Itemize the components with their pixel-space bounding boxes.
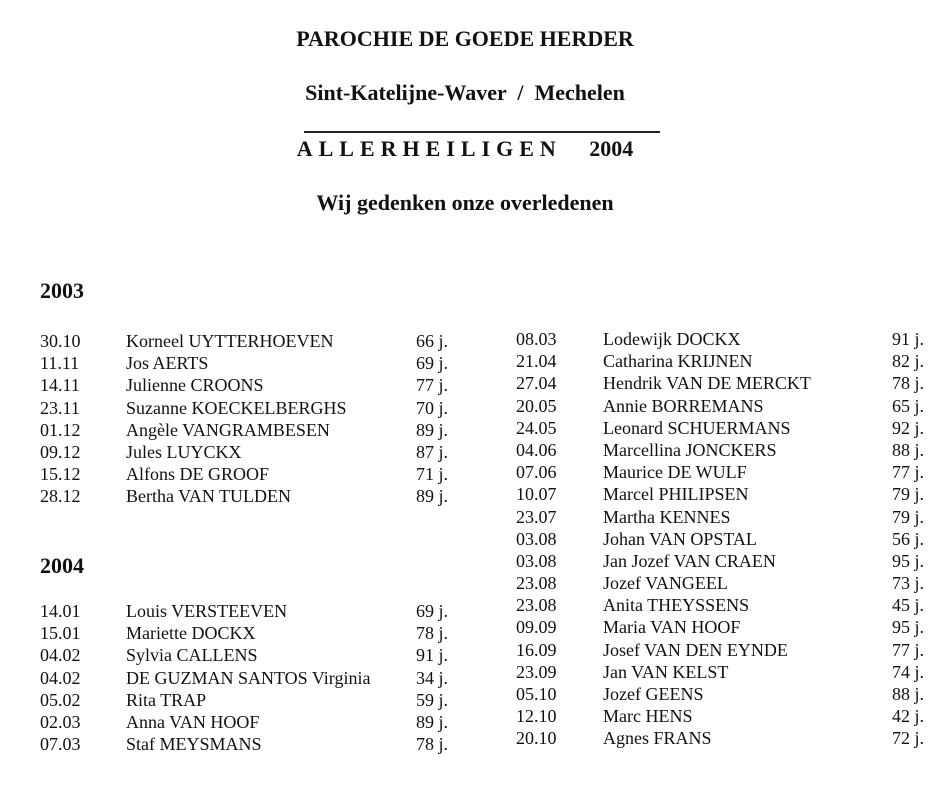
- occasion-title: [0, 136, 940, 162]
- entry-age: 78 j.: [415, 623, 448, 644]
- list-item: [516, 372, 936, 394]
- list-item: [516, 528, 936, 550]
- entry-date: 15.12: [40, 464, 81, 485]
- entry-age: 91 j.: [891, 329, 924, 349]
- list-item: [516, 705, 936, 727]
- list-item: [40, 711, 460, 733]
- list-item: [40, 667, 460, 689]
- parish-title: PAROCHIE DE GOEDE HERDER: [296, 26, 634, 51]
- entry-age: 77 j.: [891, 462, 924, 483]
- entry-date: 21.04: [516, 351, 557, 372]
- entry-name: Maurice DE WULF: [603, 462, 747, 483]
- entry-date: 28.12: [40, 486, 81, 507]
- entry-date: 08.03: [516, 329, 557, 349]
- list-item: [516, 328, 936, 350]
- entry-age: 82 j.: [891, 351, 924, 372]
- entry-age: 95 j.: [891, 617, 924, 638]
- entry-name: Bertha VAN TULDEN: [126, 486, 291, 507]
- entry-age: 71 j.: [415, 464, 448, 485]
- entry-name: Angèle VANGRAMBESEN: [126, 419, 330, 440]
- entry-age: 88 j.: [891, 439, 924, 460]
- list-item: [40, 600, 460, 622]
- list-item: [516, 594, 936, 616]
- list-item: [516, 661, 936, 683]
- entry-age: 65 j.: [891, 395, 924, 416]
- entry-date: 24.05: [516, 417, 557, 438]
- entry-name: Catharina KRIJNEN: [603, 351, 753, 372]
- entry-age: 66 j.: [415, 331, 448, 351]
- entry-name: Martha KENNES: [603, 506, 731, 527]
- entry-date: 03.08: [516, 550, 557, 571]
- entry-date: 04.06: [516, 439, 557, 460]
- entry-date: 27.04: [516, 373, 557, 394]
- entry-name: Mariette DOCKX: [126, 623, 256, 644]
- entry-name: Anita THEYSSENS: [603, 595, 750, 616]
- entry-date: 09.12: [40, 441, 81, 462]
- occasion-word: ALLERHEILIGEN: [296, 136, 562, 161]
- entry-date: 23.07: [516, 506, 557, 527]
- entry-name: Jos AERTS: [126, 353, 209, 374]
- year-heading-2003: 2003: [40, 278, 84, 303]
- list-item: [516, 683, 936, 705]
- entry-age: 69 j.: [415, 601, 448, 621]
- entry-age: 74 j.: [891, 661, 924, 682]
- entry-name: Hendrik VAN DE MERCKT: [603, 373, 811, 394]
- list-item: [40, 374, 460, 396]
- list-item: [516, 395, 936, 417]
- entry-date: 14.11: [40, 375, 80, 396]
- list-item: [40, 330, 460, 352]
- entry-age: 34 j.: [415, 667, 448, 688]
- entry-age: 89 j.: [415, 711, 448, 732]
- entry-date: 16.09: [516, 639, 557, 660]
- entry-age: 78 j.: [891, 373, 924, 394]
- entry-date: 20.05: [516, 395, 557, 416]
- entry-date: 09.09: [516, 617, 557, 638]
- entry-date: 07.03: [40, 734, 81, 755]
- list-item: [40, 352, 460, 374]
- entry-name: Jozef GEENS: [603, 684, 704, 704]
- entry-age: 56 j.: [891, 528, 924, 549]
- entry-name: Leonard SCHUERMANS: [603, 417, 791, 438]
- entry-age: 89 j.: [415, 419, 448, 440]
- entry-name: Alfons DE GROOF: [126, 464, 270, 485]
- entry-date: 11.11: [40, 353, 80, 374]
- list-item: [516, 461, 936, 483]
- list-item: [40, 485, 460, 507]
- list-item: [516, 350, 936, 372]
- entry-age: 91 j.: [415, 645, 448, 666]
- entry-age: 73 j.: [891, 573, 924, 594]
- list-item: [40, 397, 460, 419]
- entry-age: 42 j.: [891, 706, 924, 727]
- list-item: [516, 483, 936, 505]
- list-item: [516, 550, 936, 572]
- list-item: [516, 639, 936, 661]
- deceased-list-2004-part1: [40, 600, 460, 755]
- list-item: [40, 622, 460, 644]
- entry-name: Johan VAN OPSTAL: [603, 528, 757, 549]
- entry-name: DE GUZMAN SANTOS Virginia: [126, 667, 371, 688]
- entry-name: Agnes FRANS: [603, 728, 712, 749]
- list-item: [40, 644, 460, 666]
- list-item: [516, 439, 936, 461]
- entry-age: 87 j.: [415, 441, 448, 462]
- entry-date: 04.02: [40, 645, 81, 666]
- entry-age: 59 j.: [415, 689, 448, 710]
- entry-name: Josef VAN DEN EYNDE: [603, 639, 788, 660]
- entry-age: 79 j.: [891, 484, 924, 505]
- entry-date: 04.02: [40, 667, 81, 688]
- entry-age: 77 j.: [891, 639, 924, 660]
- entry-name: Suzanne KOECKELBERGHS: [126, 397, 347, 418]
- entry-name: Rita TRAP: [126, 689, 207, 710]
- entry-date: 02.03: [40, 711, 81, 732]
- entry-age: 70 j.: [415, 397, 448, 418]
- divider-rule: [304, 131, 660, 133]
- entry-date: 05.10: [516, 684, 557, 704]
- list-item: [40, 689, 460, 711]
- entry-date: 05.02: [40, 689, 81, 710]
- entry-date: 23.08: [516, 595, 557, 616]
- location-subtitle: Sint-Katelijne-Waver / Mechelen: [305, 80, 625, 105]
- entry-name: Lodewijk DOCKX: [603, 329, 741, 349]
- entry-name: Staf MEYSMANS: [126, 734, 262, 755]
- entry-date: 30.10: [40, 331, 81, 351]
- entry-name: Louis VERSTEEVEN: [126, 601, 288, 621]
- list-item: [516, 572, 936, 594]
- entry-age: 45 j.: [891, 595, 924, 616]
- entry-date: 07.06: [516, 462, 557, 483]
- entry-date: 23.09: [516, 661, 557, 682]
- entry-name: Sylvia CALLENS: [126, 645, 258, 666]
- year-heading-2004: 2004: [40, 553, 84, 578]
- entry-name: Jules LUYCKX: [126, 441, 242, 462]
- entry-name: Annie BORREMANS: [603, 395, 764, 416]
- list-item: [40, 441, 460, 463]
- list-item: [40, 419, 460, 441]
- entry-date: 23.08: [516, 573, 557, 594]
- entry-name: Anna VAN HOOF: [126, 711, 260, 732]
- entry-date: 14.01: [40, 601, 81, 621]
- entry-date: 01.12: [40, 419, 81, 440]
- deceased-list-2003: [40, 330, 460, 508]
- entry-date: 23.11: [40, 397, 80, 418]
- entry-date: 20.10: [516, 728, 557, 749]
- entry-name: Julienne CROONS: [126, 375, 264, 396]
- occasion-year: 2004: [589, 136, 634, 161]
- entry-age: 79 j.: [891, 506, 924, 527]
- list-item: [516, 506, 936, 528]
- entry-age: 72 j.: [891, 728, 924, 749]
- entry-date: 12.10: [516, 706, 557, 727]
- entry-age: 78 j.: [415, 734, 448, 755]
- entry-date: 15.01: [40, 623, 81, 644]
- entry-age: 92 j.: [891, 417, 924, 438]
- entry-age: 88 j.: [891, 684, 924, 704]
- entry-name: Maria VAN HOOF: [603, 617, 741, 638]
- list-item: [516, 616, 936, 638]
- list-item: [516, 727, 936, 749]
- list-item: [40, 733, 460, 755]
- entry-age: 77 j.: [415, 375, 448, 396]
- entry-name: Marcellina JONCKERS: [603, 439, 777, 460]
- entry-date: 03.08: [516, 528, 557, 549]
- entry-name: Marc HENS: [603, 706, 693, 727]
- entry-age: 95 j.: [891, 550, 924, 571]
- list-item: [40, 463, 460, 485]
- entry-date: 10.07: [516, 484, 557, 505]
- list-item: [516, 417, 936, 439]
- deceased-list-2004-part2: [516, 328, 936, 750]
- entry-name: Jozef VANGEEL: [603, 573, 728, 594]
- entry-name: Jan VAN KELST: [603, 661, 729, 682]
- entry-name: Jan Jozef VAN CRAEN: [603, 550, 776, 571]
- entry-name: Marcel PHILIPSEN: [603, 484, 749, 505]
- entry-name: Korneel UYTTERHOEVEN: [126, 331, 334, 351]
- entry-age: 89 j.: [415, 486, 448, 507]
- entry-age: 69 j.: [415, 353, 448, 374]
- memorial-motto: Wij gedenken onze overledenen: [316, 190, 614, 215]
